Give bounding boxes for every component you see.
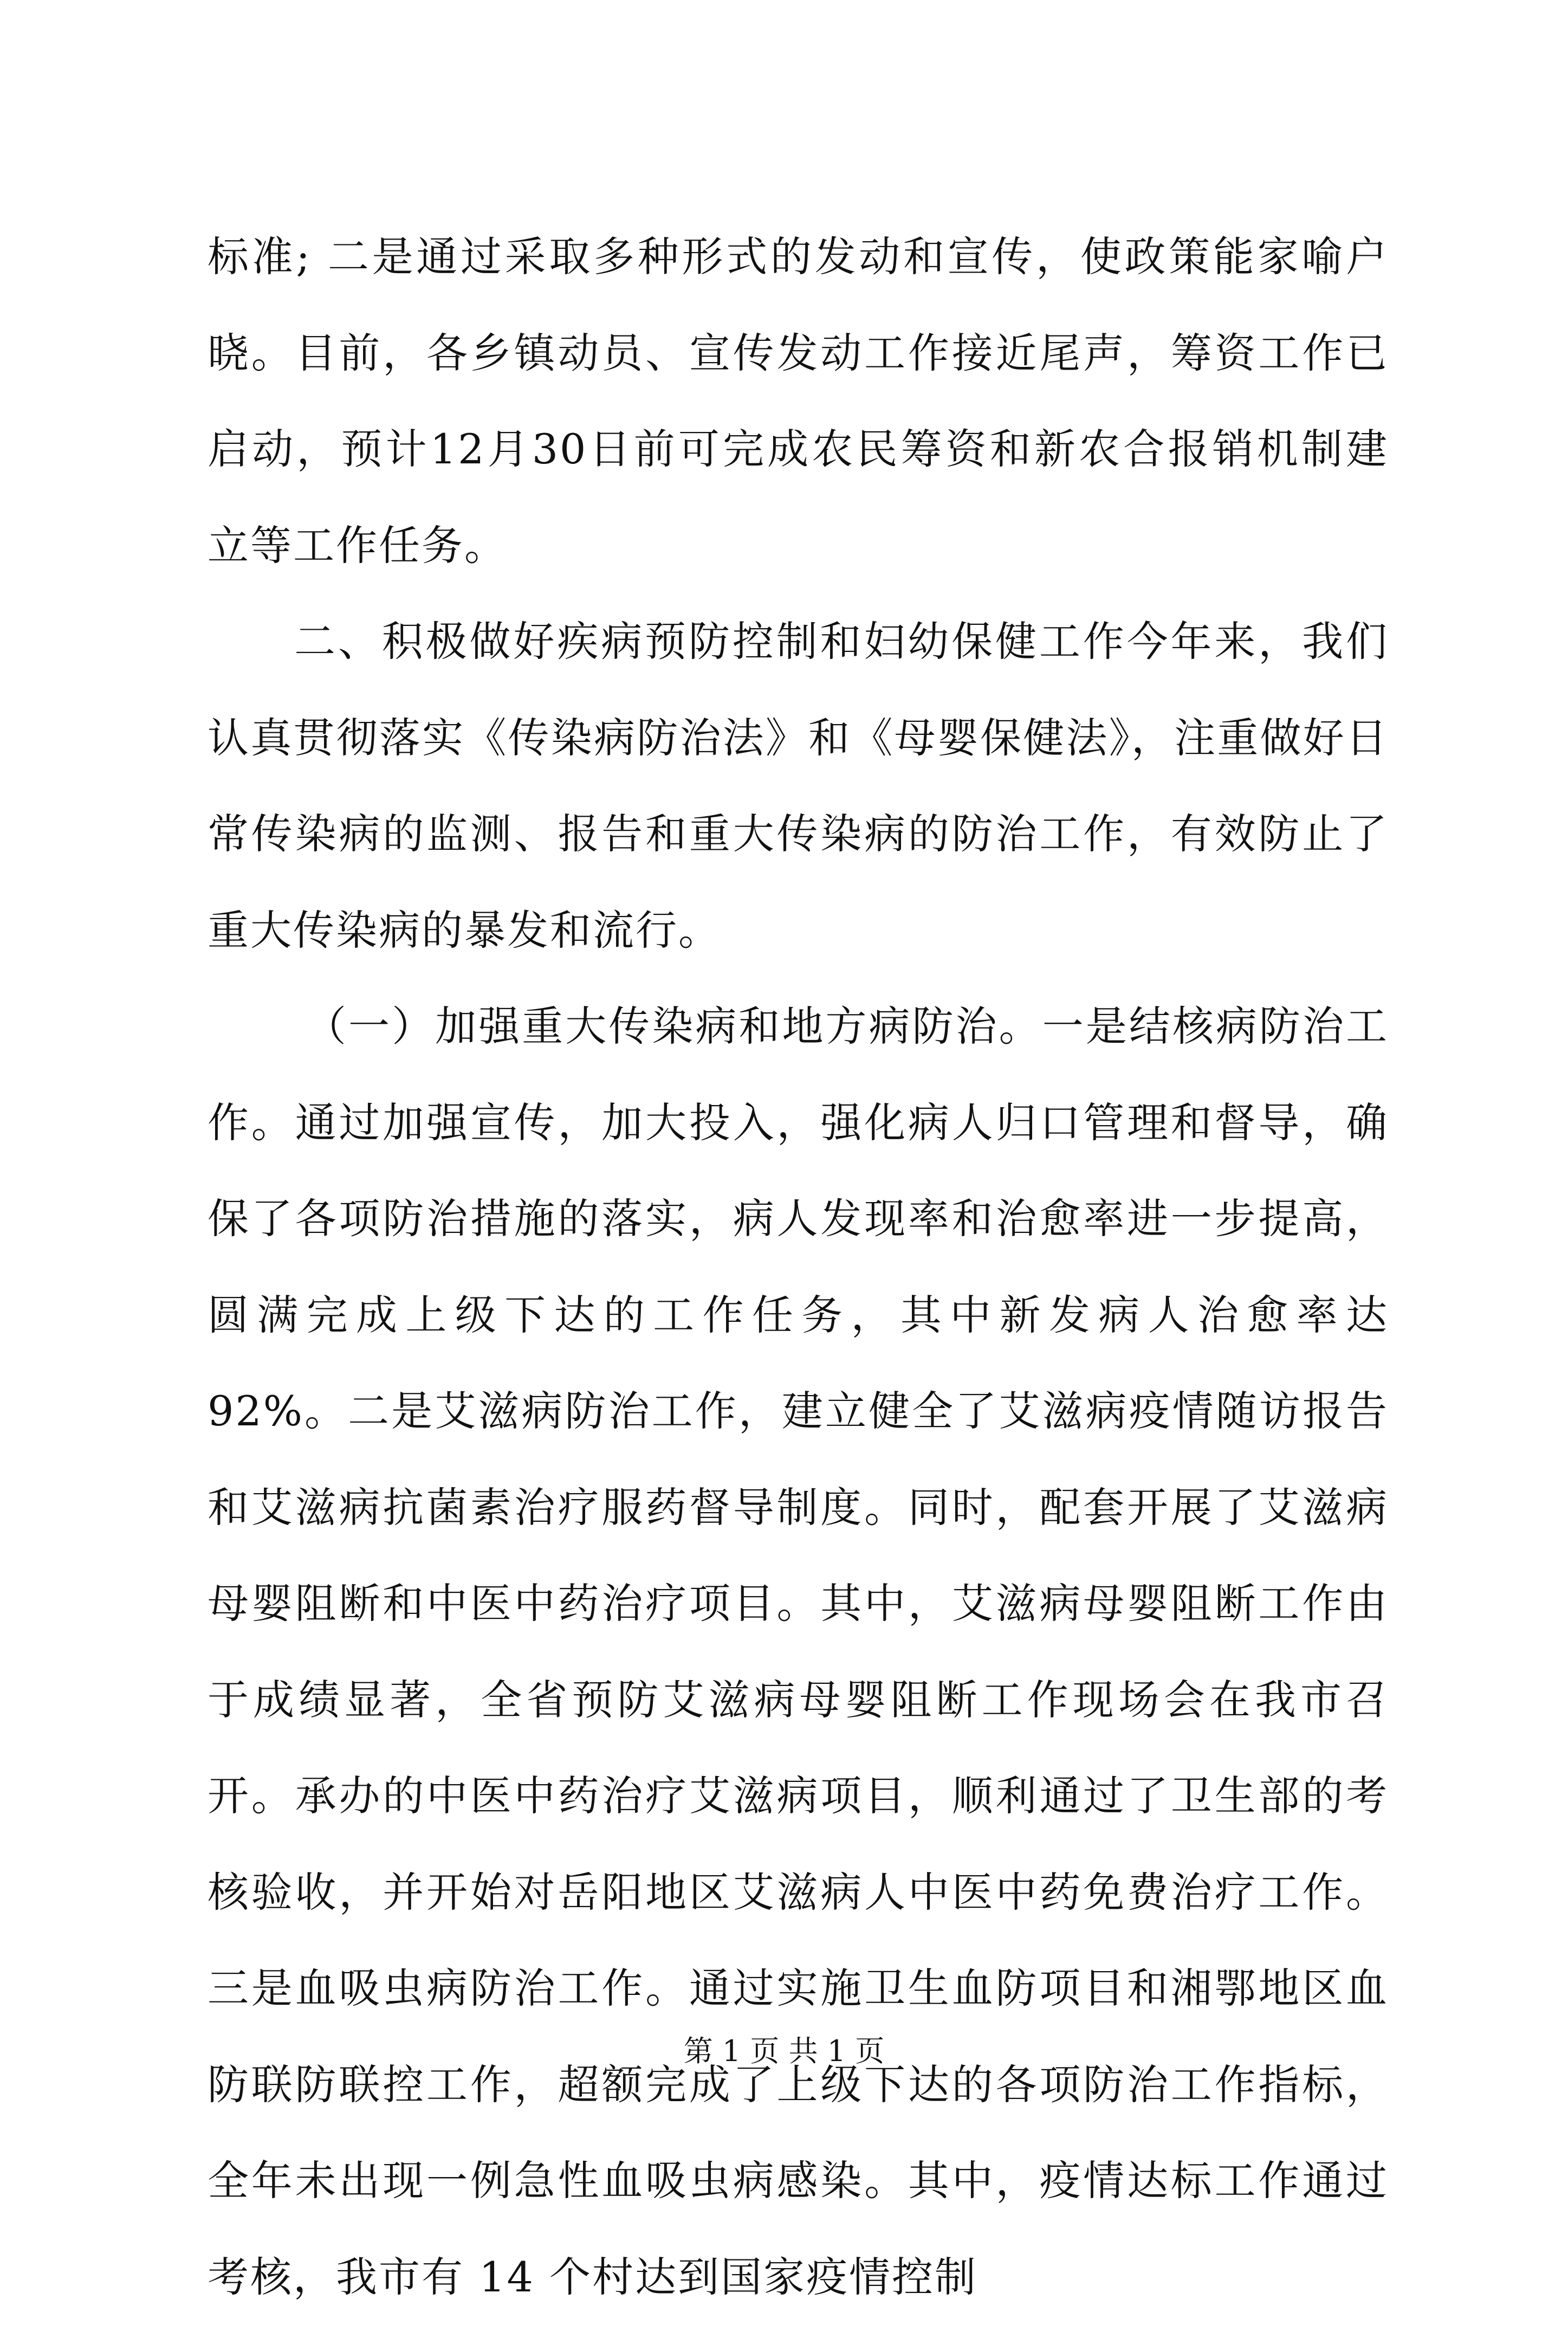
paragraph-1: 标准; 二是通过采取多种形式的发动和宣传，使政策能家喻户晓。目前，各乡镇动员、宣传发动工作接近尾声，筹资工作已启动，预计12月30日前可完成农民筹资和新农合报销机制建立等工作任务。 (208, 232, 1389, 570)
document-body (208, 209, 1389, 2325)
paragraph-3: （一）加强重大传染病和地方病防治。一是结核病防治工作。通过加强宣传，加大投入，强化病人归口管理和督导，确保了各项防治措施的落实，病人发现率和治愈率进一步提高，圆满完成上级下达的工作任务，其中新发病人治愈率达 92%。二是艾滋病防治工作，建立健全了艾滋病疫情随访报告和艾滋病抗菌素治疗服药督导制度。同时，配套开展了艾滋病母婴阻断和中医中药治疗项目。其中，艾滋病母婴阻断工作由于成绩显著，全省预防艾滋病母婴阻断工作现场会在我市召开。承办的中医中药治疗艾滋病项目，顺利通过了卫生部的考核验收，并开始对岳阳地区艾滋病人中医中药免费治疗工作。三是血吸虫病防治工作。通过实施卫生血防项目和湘鄂地区血防联防联控工作，超额完成了上级下达的各项防治工作指标，全年未出现一例急性血吸虫病感染。其中，疫情达标工作通过考核，我市有 14 个村达到国家疫情控制 (208, 1002, 1389, 2301)
page-footer: 第 1 页 共 1 页 (683, 2034, 885, 2068)
paragraph-2: 二、积极做好疾病预防控制和妇幼保健工作今年来，我们认真贯彻落实《传染病防治法》和《母婴保健法》，注重做好日常传染病的监测、报告和重大传染病的防治工作，有效防止了重大传染病的暴发和流行。 (208, 617, 1389, 954)
